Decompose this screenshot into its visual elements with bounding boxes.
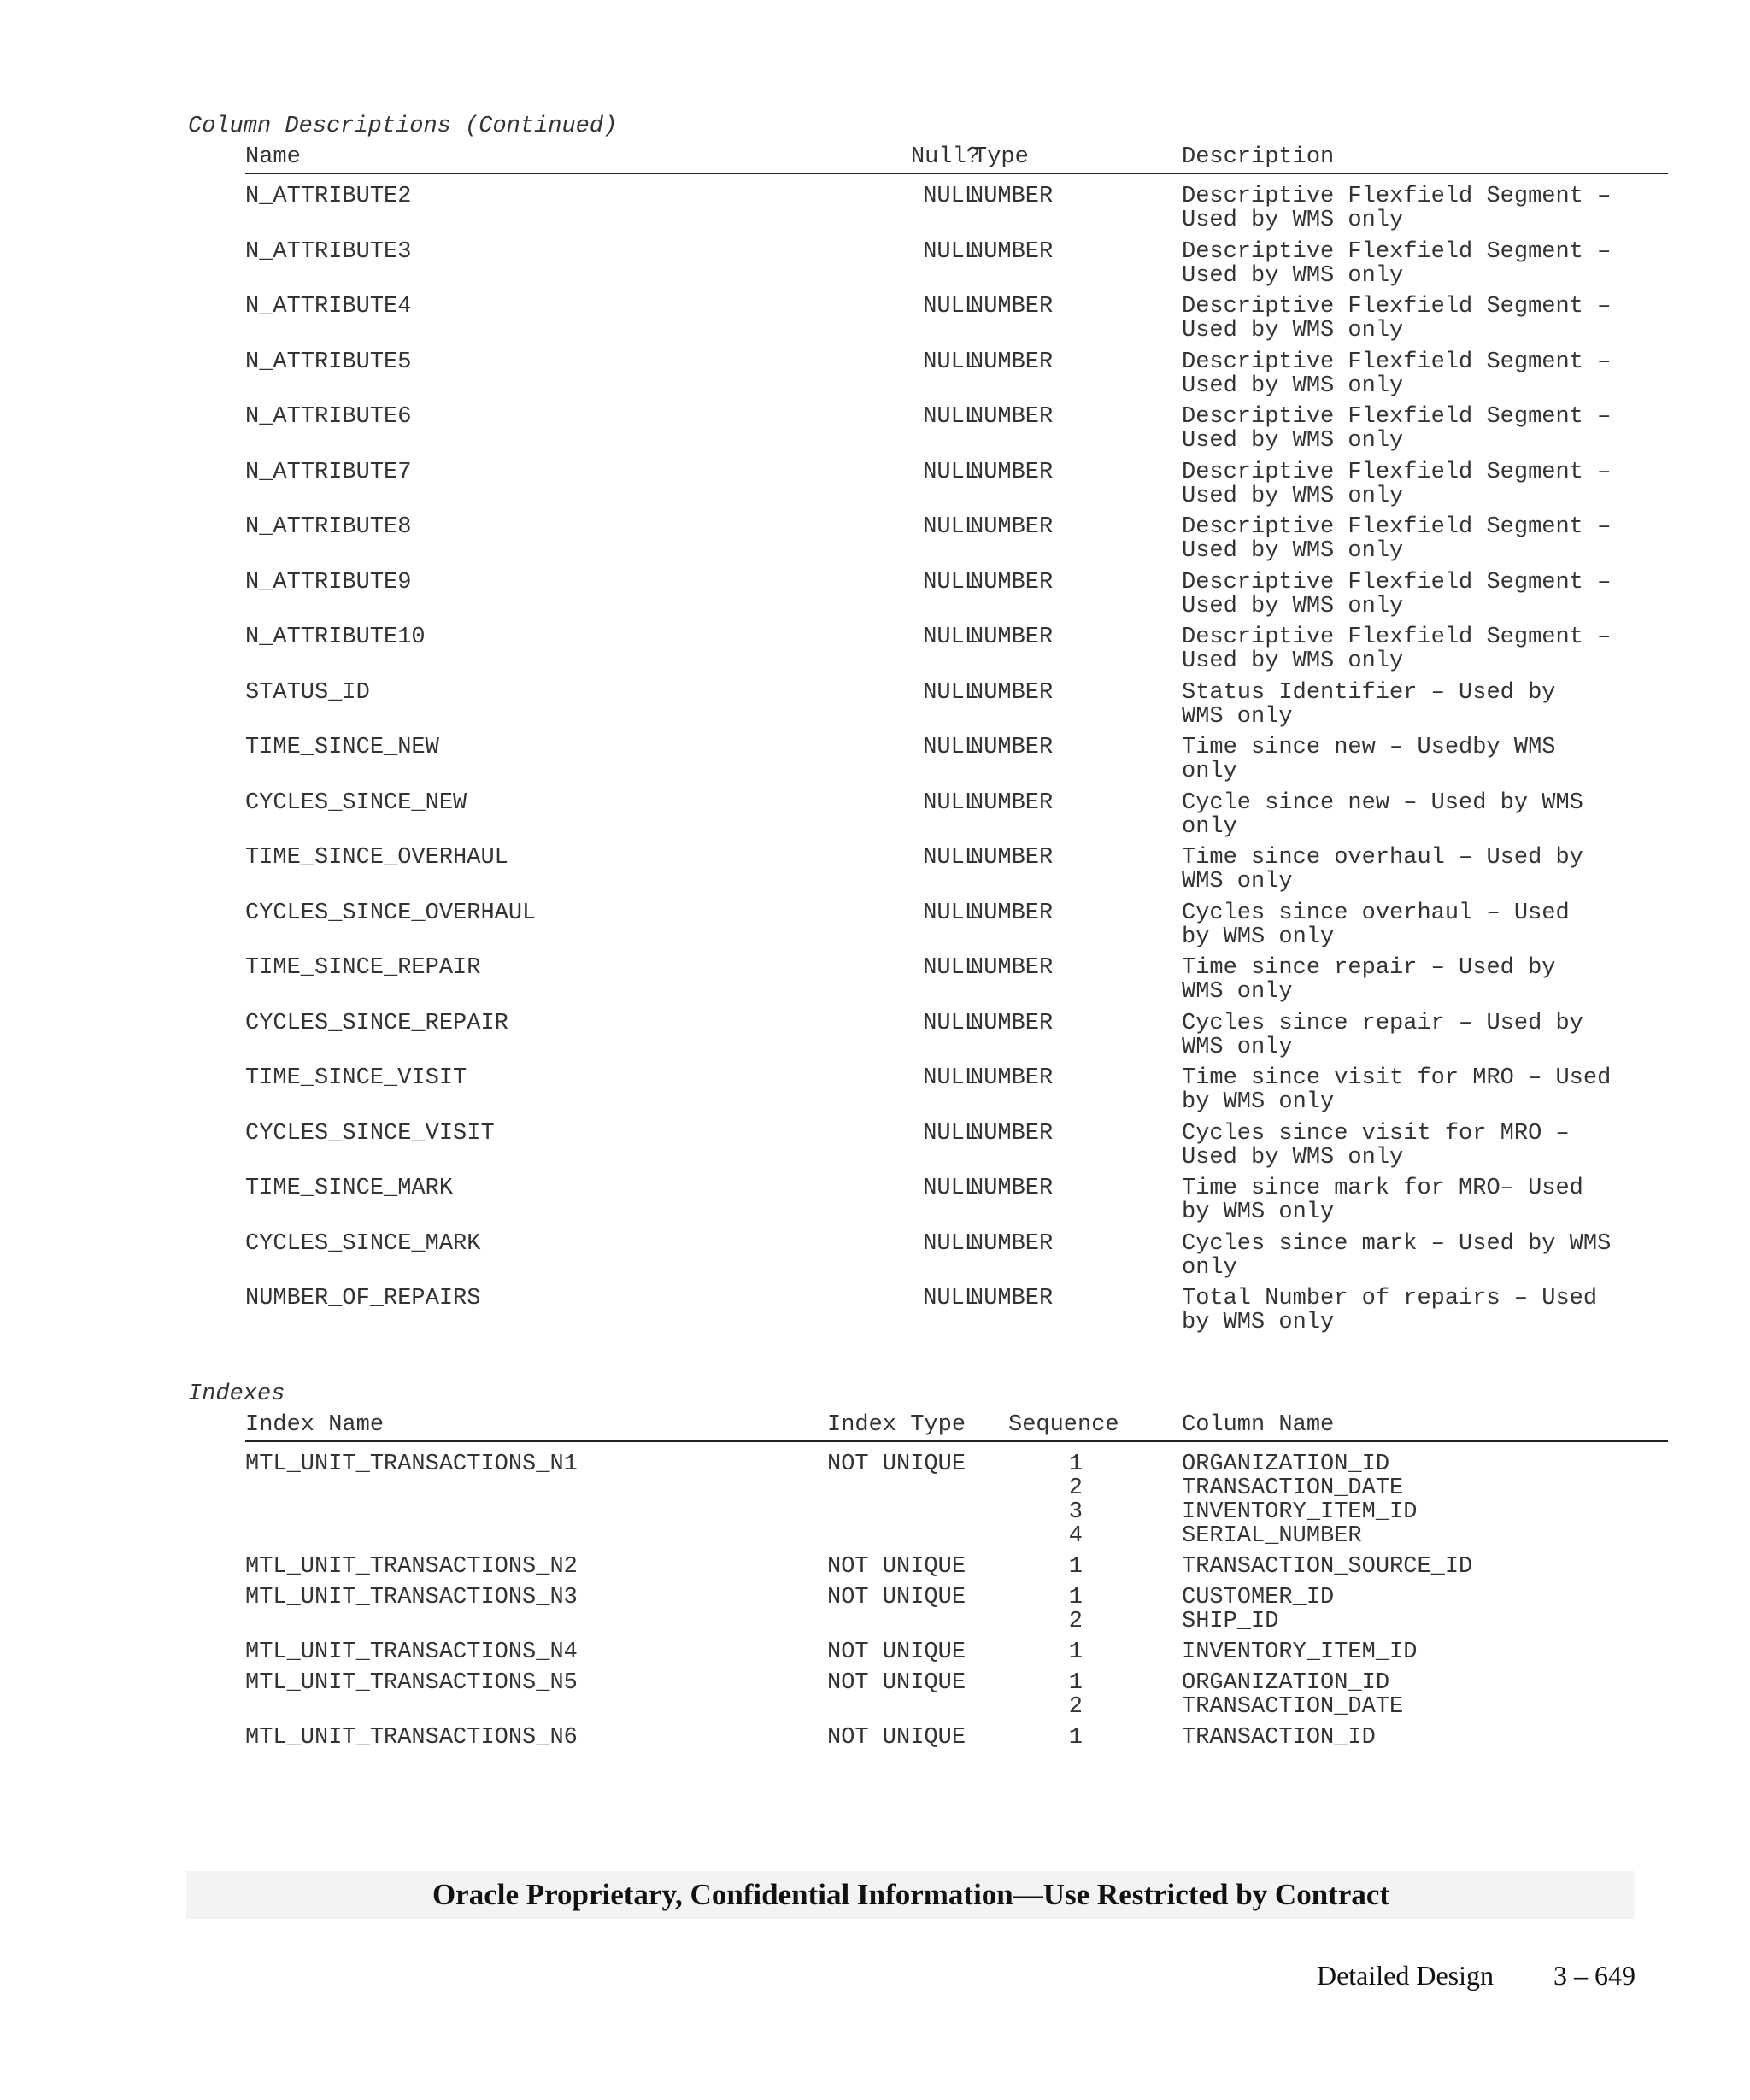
column-name: N_ATTRIBUTE8	[245, 514, 412, 540]
null-flag: NULL	[923, 679, 978, 706]
sequence-number: 1	[1068, 1670, 1083, 1696]
index-type: NOT UNIQUE	[827, 1554, 966, 1580]
null-flag: NULL	[923, 900, 978, 926]
page-footer	[1317, 1960, 1635, 1991]
index-name: MTL_UNIT_TRANSACTIONS_N6	[245, 1725, 578, 1751]
table-row	[245, 1122, 1668, 1177]
index-column-name: SERIAL_NUMBER	[1182, 1523, 1362, 1549]
indexes-table	[245, 1413, 1668, 1757]
index-column-name: TRANSACTION_DATE	[1182, 1475, 1404, 1501]
column-description: Time since new – Usedby WMS only	[1182, 735, 1556, 784]
index-column-name: ORGANIZATION_ID	[1182, 1670, 1390, 1696]
column-description: Cycles since mark – Used by WMS only	[1182, 1230, 1612, 1281]
column-type: NUMBER	[970, 459, 1054, 485]
section-name: Detailed Design	[1316, 1960, 1494, 1991]
column-name: N_ATTRIBUTE2	[245, 184, 412, 209]
column-name: N_ATTRIBUTE5	[245, 349, 412, 375]
column-type: NUMBER	[970, 349, 1054, 375]
header-type: Type	[973, 144, 1029, 170]
column-type: NUMBER	[970, 1286, 1054, 1311]
null-flag: NULL	[923, 1010, 978, 1036]
index-column-name: CUSTOMER_ID	[1182, 1585, 1335, 1610]
column-type: NUMBER	[970, 1230, 1054, 1257]
table-row	[245, 295, 1668, 350]
index-name: MTL_UNIT_TRANSACTIONS_N2	[245, 1554, 578, 1580]
column-name: CYCLES_SINCE_OVERHAUL	[245, 900, 537, 926]
column-descriptions-table	[245, 145, 1668, 1342]
column-description: Total Number of repairs – Used by WMS only	[1182, 1286, 1598, 1335]
column-name: N_ATTRIBUTE3	[245, 238, 412, 265]
column-description: Descriptive Flexfield Segment – Used by WMS only	[1182, 238, 1612, 289]
column-list	[1182, 1640, 1417, 1664]
index-column-name: TRANSACTION_DATE	[1182, 1694, 1404, 1720]
column-description: Time since mark for MRO– Used by WMS only	[1182, 1176, 1583, 1225]
sequence-list	[1048, 1640, 1083, 1664]
null-flag: NULL	[923, 625, 978, 650]
sequence-number: 2	[1068, 1475, 1083, 1501]
column-name: N_ATTRIBUTE6	[245, 404, 412, 430]
column-table-header	[245, 145, 1668, 174]
null-flag: NULL	[923, 845, 978, 871]
column-descriptions-title: Column Descriptions (Continued)	[188, 114, 618, 139]
column-description: Descriptive Flexfield Segment – Used by WMS only	[1182, 294, 1612, 343]
column-name: NUMBER_OF_REPAIRS	[245, 1286, 481, 1311]
column-type: NUMBER	[970, 625, 1054, 650]
column-name: N_ATTRIBUTE7	[245, 459, 412, 485]
index-name: MTL_UNIT_TRANSACTIONS_N5	[245, 1670, 578, 1696]
column-name: CYCLES_SINCE_NEW	[245, 789, 467, 816]
column-type: NUMBER	[970, 404, 1054, 430]
column-description: Time since repair – Used by WMS only	[1182, 955, 1556, 1005]
header-null: Null?	[910, 144, 980, 170]
column-description: Cycles since overhaul – Used by WMS only	[1182, 900, 1570, 950]
sequence-list	[1048, 1726, 1083, 1750]
index-row	[245, 1671, 1668, 1726]
column-type: NUMBER	[970, 294, 1054, 320]
column-list	[1182, 1726, 1376, 1750]
column-name: CYCLES_SINCE_MARK	[245, 1230, 481, 1257]
column-type: NUMBER	[970, 569, 1054, 595]
table-row	[245, 240, 1668, 296]
column-type: NUMBER	[970, 735, 1054, 760]
column-type: NUMBER	[970, 1120, 1054, 1147]
null-flag: NULL	[923, 459, 978, 485]
index-name: MTL_UNIT_TRANSACTIONS_N4	[245, 1640, 578, 1665]
sequence-number: 1	[1068, 1554, 1083, 1580]
null-flag: NULL	[923, 955, 978, 981]
column-list	[1182, 1555, 1472, 1579]
index-type: NOT UNIQUE	[827, 1725, 966, 1751]
index-column-name: TRANSACTION_SOURCE_ID	[1182, 1554, 1473, 1580]
index-row	[245, 1640, 1668, 1671]
sequence-list	[1048, 1671, 1083, 1719]
header-description: Description	[1182, 144, 1335, 170]
table-row	[245, 515, 1668, 571]
header-column-name: Column Name	[1182, 1412, 1335, 1438]
header-sequence: Sequence	[1008, 1412, 1119, 1438]
null-flag: NULL	[923, 1176, 978, 1201]
sequence-number: 2	[1068, 1694, 1083, 1720]
index-column-name: ORGANIZATION_ID	[1182, 1452, 1390, 1477]
column-description: Cycles since visit for MRO – Used by WMS only	[1182, 1120, 1570, 1170]
null-flag: NULL	[923, 294, 978, 320]
table-row	[245, 956, 1668, 1012]
null-flag: NULL	[923, 1286, 978, 1311]
column-type: NUMBER	[970, 238, 1054, 265]
column-name: CYCLES_SINCE_VISIT	[245, 1120, 495, 1147]
column-type: NUMBER	[970, 789, 1054, 816]
index-type: NOT UNIQUE	[827, 1670, 966, 1696]
column-description: Descriptive Flexfield Segment – Used by WMS only	[1182, 459, 1612, 509]
table-row	[245, 1232, 1668, 1288]
sequence-number: 1	[1068, 1640, 1083, 1665]
indexes-title: Indexes	[188, 1381, 285, 1407]
null-flag: NULL	[923, 1065, 978, 1091]
column-type: NUMBER	[970, 900, 1054, 926]
column-type: NUMBER	[970, 679, 1054, 706]
table-row	[245, 791, 1668, 847]
index-row	[245, 1586, 1668, 1640]
confidential-notice: Oracle Proprietary, Confidential Information––Use Restricted by Contract	[186, 1871, 1635, 1919]
column-name: CYCLES_SINCE_REPAIR	[245, 1010, 508, 1036]
index-type: NOT UNIQUE	[827, 1452, 966, 1477]
table-row	[245, 571, 1668, 626]
sequence-number: 4	[1068, 1523, 1083, 1549]
column-list	[1182, 1452, 1417, 1548]
column-name: N_ATTRIBUTE4	[245, 294, 412, 320]
table-row	[245, 625, 1668, 681]
index-table-header	[245, 1413, 1668, 1442]
column-type: NUMBER	[970, 1176, 1054, 1201]
null-flag: NULL	[923, 1120, 978, 1147]
table-row	[245, 185, 1668, 240]
column-description: Descriptive Flexfield Segment – Used by WMS only	[1182, 184, 1612, 233]
sequence-number: 2	[1068, 1609, 1083, 1634]
null-flag: NULL	[923, 789, 978, 816]
table-row	[245, 1066, 1668, 1122]
index-row	[245, 1726, 1668, 1757]
null-flag: NULL	[923, 184, 978, 209]
table-row	[245, 350, 1668, 406]
index-type: NOT UNIQUE	[827, 1585, 966, 1610]
sequence-number: 1	[1068, 1452, 1083, 1477]
column-description: Descriptive Flexfield Segment – Used by WMS only	[1182, 625, 1612, 674]
sequence-list	[1048, 1586, 1083, 1634]
index-row	[245, 1555, 1668, 1586]
table-row	[245, 460, 1668, 516]
table-row	[245, 901, 1668, 957]
column-name: STATUS_ID	[245, 679, 370, 706]
column-type: NUMBER	[970, 514, 1054, 540]
column-name: TIME_SINCE_REPAIR	[245, 955, 481, 981]
column-type: NUMBER	[970, 1065, 1054, 1091]
null-flag: NULL	[923, 514, 978, 540]
column-rows	[245, 185, 1668, 1342]
column-list	[1182, 1671, 1403, 1719]
index-type: NOT UNIQUE	[827, 1640, 966, 1665]
null-flag: NULL	[923, 404, 978, 430]
column-description: Status Identifier – Used by WMS only	[1182, 679, 1556, 730]
table-row	[245, 681, 1668, 736]
column-description: Descriptive Flexfield Segment – Used by WMS only	[1182, 349, 1612, 399]
column-description: Cycle since new – Used by WMS only	[1182, 789, 1583, 840]
column-description: Descriptive Flexfield Segment – Used by WMS only	[1182, 514, 1612, 564]
index-column-name: TRANSACTION_ID	[1182, 1725, 1376, 1751]
column-name: N_ATTRIBUTE10	[245, 625, 426, 650]
column-name: N_ATTRIBUTE9	[245, 569, 412, 595]
column-type: NUMBER	[970, 184, 1054, 209]
sequence-number: 1	[1068, 1585, 1083, 1610]
column-name: TIME_SINCE_OVERHAUL	[245, 845, 508, 871]
column-description: Descriptive Flexfield Segment – Used by WMS only	[1182, 404, 1612, 454]
sequence-number: 3	[1068, 1499, 1083, 1525]
column-type: NUMBER	[970, 845, 1054, 871]
null-flag: NULL	[923, 349, 978, 375]
index-column-name: INVENTORY_ITEM_ID	[1182, 1499, 1418, 1525]
column-name: TIME_SINCE_MARK	[245, 1176, 454, 1201]
column-type: NUMBER	[970, 1010, 1054, 1036]
column-name: TIME_SINCE_VISIT	[245, 1065, 467, 1091]
index-column-name: INVENTORY_ITEM_ID	[1182, 1640, 1418, 1665]
table-row	[245, 846, 1668, 901]
index-name: MTL_UNIT_TRANSACTIONS_N3	[245, 1585, 578, 1610]
header-name: Name	[245, 144, 301, 170]
page-number: 3 – 649	[1553, 1960, 1635, 1991]
sequence-number: 1	[1068, 1725, 1083, 1751]
table-row	[245, 405, 1668, 460]
index-name: MTL_UNIT_TRANSACTIONS_N1	[245, 1452, 578, 1477]
table-row	[245, 736, 1668, 791]
null-flag: NULL	[923, 1230, 978, 1257]
column-description: Time since visit for MRO – Used by WMS only	[1182, 1065, 1612, 1115]
header-index-name: Index Name	[245, 1412, 385, 1438]
header-index-type: Index Type	[827, 1412, 966, 1438]
index-row	[245, 1452, 1668, 1555]
null-flag: NULL	[923, 735, 978, 760]
index-rows	[245, 1452, 1668, 1757]
table-row	[245, 1287, 1668, 1342]
column-description: Time since overhaul – Used by WMS only	[1182, 845, 1583, 895]
index-column-name: SHIP_ID	[1182, 1609, 1279, 1634]
column-list	[1182, 1586, 1334, 1634]
column-type: NUMBER	[970, 955, 1054, 981]
sequence-list	[1048, 1555, 1083, 1579]
column-description: Cycles since repair – Used by WMS only	[1182, 1010, 1583, 1060]
sequence-list	[1048, 1452, 1083, 1548]
table-row	[245, 1012, 1668, 1067]
null-flag: NULL	[923, 238, 978, 265]
table-row	[245, 1176, 1668, 1232]
column-name: TIME_SINCE_NEW	[245, 735, 439, 760]
column-description: Descriptive Flexfield Segment – Used by WMS only	[1182, 569, 1612, 619]
null-flag: NULL	[923, 569, 978, 595]
